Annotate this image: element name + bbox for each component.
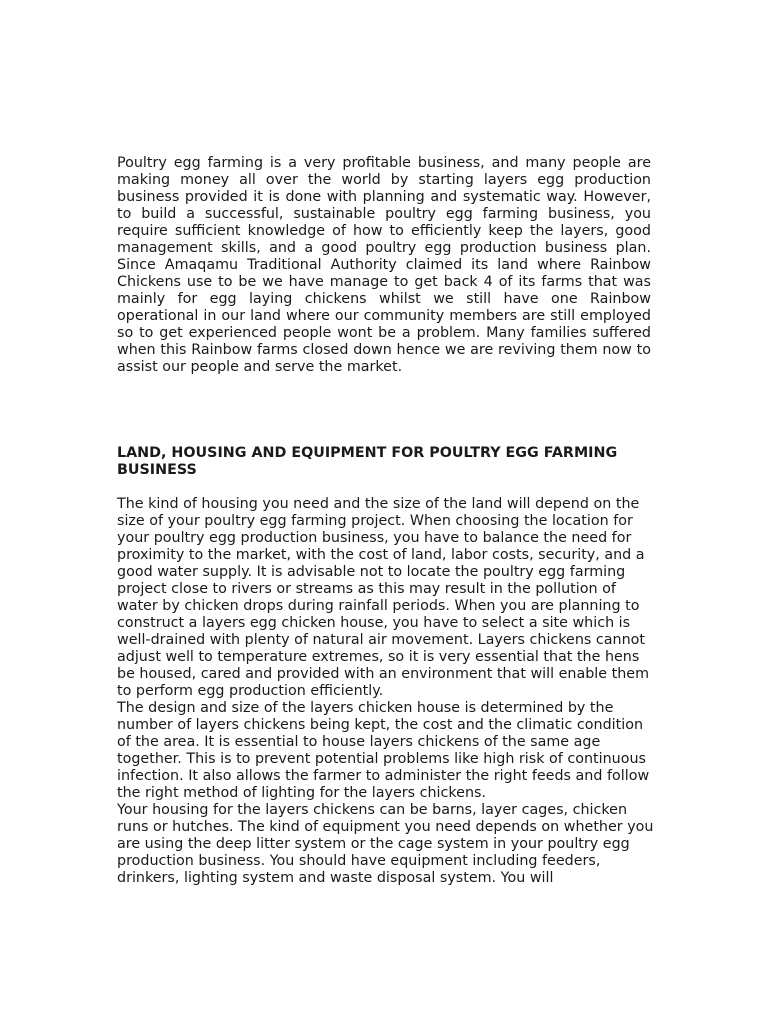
intro-paragraph: Poultry egg farming is a very profitable business, and many people are making money all over the world by starting layers egg production business provided it is done with planning and systematic way. However, to build a successful, sustainable poultry egg farming business, you require sufficient knowledge of how to efficiently keep the layers, good management skills, and a good poultry egg production business plan. Since Amaqamu Traditional Authority claimed its land where Rainbow Chickens use to be we have manage to get back 4 of its farms that was mainly for egg laying chickens whilst we still have one Rainbow operational in our land where our community members are still employed so to get experienced people wont be a problem. Many families suffered when this Rainbow farms closed down hence we are reviving them now to assist our people and serve the market. bbox=[117, 155, 651, 375]
body-paragraph-house-design: The design and size of the layers chicken house is determined by the number of layers chickens being kept, the cost and the climatic condition of the area. It is essential to house layers chickens of the same age together. This is to prevent potential problems like high risk of continuous infection. It also allows the farmer to administer the right feeds and follow the right method of lighting for the layers chickens. bbox=[117, 700, 650, 801]
body-paragraph-housing-location: The kind of housing you need and the size of the land will depend on the size of your poultry egg farming project. When choosing the location for your poultry egg production business, you have to balance the need for proximity to the market, with the cost of land, labor costs, security, and a good water supply. It is advisable not to locate the poultry egg farming project close to rivers or streams as this may result in the pollution of water by chicken drops during rainfall periods. When you are planning to construct a layers egg chicken house, you have to select a site which is well-drained with plenty of natural air movement. Layers chickens cannot adjust well to temperature extremes, so it is very essential that the hens be housed, cared and provided with an environment that will enable them to perform egg production efficiently. bbox=[117, 496, 650, 699]
section-body bbox=[117, 496, 657, 887]
section-heading: LAND, HOUSING AND EQUIPMENT FOR POULTRY EGG FARMING BUSINESS bbox=[117, 445, 618, 478]
body-paragraph-equipment: Your housing for the layers chickens can be barns, layer cages, chicken runs or hutches. The kind of equipment you need depends on whether you are using the deep litter system or the cage system in your poultry egg production business. You should have equipment including feeders, drinkers, lighting system and waste disposal system. You will bbox=[117, 802, 654, 886]
